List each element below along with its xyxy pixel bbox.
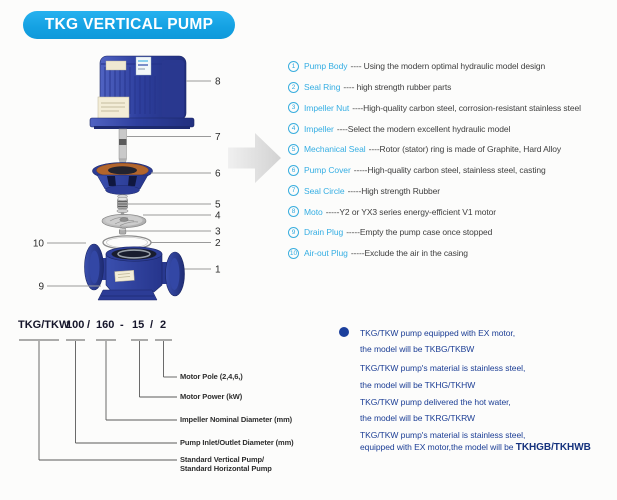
part-item-2 — [288, 77, 617, 98]
part-desc: -----Y2 or YX3 series energy-efficient V1 motor — [325, 206, 496, 217]
part-name: Drain Plug — [304, 227, 344, 238]
callout-6: 6 — [215, 168, 221, 180]
circled-number: 2 — [288, 82, 299, 93]
label-standard-horizontal: Standard Horizontal Pump — [180, 464, 272, 473]
impeller — [102, 214, 146, 230]
note-line — [360, 442, 591, 453]
part-desc: -----High strength Rubber — [347, 185, 441, 196]
part-desc: ----Rotor (stator) ring is made of Graphite, Hard Alloy — [368, 144, 562, 155]
pump-body — [85, 244, 185, 300]
note-line: the model will be TKBG/TKBW — [360, 344, 475, 354]
part-item-3 — [288, 98, 617, 119]
motor — [90, 56, 194, 129]
model-segment-inlet: 100 — [66, 319, 85, 331]
model-segment-series: TKG/TKW — [18, 319, 70, 331]
note-model-bold: TKHGB/TKHWB — [515, 442, 591, 453]
note-line: TKG/TKW pump's material is stainless steel, — [360, 363, 526, 373]
part-name: Moto — [304, 206, 323, 217]
note-line: TKG/TKW pump's material is stainless steel, — [360, 430, 526, 440]
callout-8: 8 — [215, 76, 221, 88]
model-separator: / — [150, 319, 154, 331]
callout-9: 9 — [38, 281, 44, 293]
impeller-nut — [119, 228, 126, 234]
exploded-pump-diagram — [0, 40, 300, 310]
circled-number: 6 — [288, 165, 299, 176]
callout-7: 7 — [215, 132, 221, 143]
label-motor-power: Motor Power (kW) — [180, 392, 243, 401]
part-item-5 — [288, 139, 617, 160]
part-name: Pump Cover — [304, 165, 351, 176]
callout-5: 5 — [215, 199, 221, 211]
part-item-4 — [288, 118, 617, 139]
note-text: equipped with EX motor,the model will be — [360, 442, 516, 452]
circled-number: 7 — [288, 185, 299, 196]
part-name: Seal Ring — [304, 82, 341, 93]
part-name: Air-out Plug — [304, 248, 348, 259]
circled-number: 9 — [288, 227, 299, 238]
part-desc: -----Exclude the air in the casing — [350, 248, 468, 259]
label-inlet-outlet: Pump Inlet/Outlet Diameter (mm) — [180, 438, 294, 447]
circled-number: 5 — [288, 144, 299, 155]
circled-number: 10 — [289, 249, 298, 257]
note-line: the model will be TKHG/TKHW — [360, 380, 476, 390]
part-desc: ----High-quality carbon steel, corrosion-resistant stainless steel — [352, 102, 581, 113]
note-line: TKG/TKW pump equipped with EX motor, — [360, 328, 516, 338]
pump-cover — [93, 163, 153, 195]
title-banner — [23, 11, 235, 39]
part-name: Mechanical Seal — [304, 144, 366, 155]
part-item-6 — [288, 160, 617, 181]
label-impeller-diameter: Impeller Nominal Diameter (mm) — [180, 415, 293, 424]
model-segment-pole: 2 — [160, 319, 167, 331]
parts-list — [288, 56, 617, 264]
callout-3: 3 — [215, 226, 221, 238]
callout-4: 4 — [215, 210, 221, 222]
page-title: TKG VERTICAL PUMP — [44, 16, 214, 33]
part-item-7 — [288, 181, 617, 202]
model-separator: / — [87, 319, 91, 331]
circled-number: 3 — [288, 102, 299, 113]
circled-number: 8 — [288, 206, 299, 217]
part-name: Impeller Nut — [304, 102, 350, 113]
bullet-icon — [339, 327, 349, 337]
circled-number: 4 — [288, 123, 299, 134]
circled-number: 1 — [288, 61, 299, 72]
note-line: the model will be TKRG/TKRW — [360, 413, 476, 423]
part-item-8 — [288, 201, 617, 222]
part-desc: ---- high strength rubber parts — [343, 82, 452, 93]
part-name: Pump Body — [304, 61, 348, 72]
label-standard-vertical: Standard Vertical Pump/ — [180, 455, 264, 464]
part-desc: -----High-quality carbon steel, stainless steel, casting — [353, 165, 546, 176]
motor-shaft — [119, 129, 127, 167]
note-line: TKG/TKW pump delivered the hot water, — [360, 397, 511, 407]
part-desc: ---- Using the modern optimal hydraulic model design — [350, 61, 546, 72]
model-segment-power: 15 — [132, 319, 145, 331]
label-motor-pole: Motor Pole (2,4,6,) — [180, 372, 243, 381]
part-name: Seal Circle — [304, 185, 345, 196]
model-segment-impeller: 160 — [96, 319, 115, 331]
part-desc: ----Select the modern excellent hydraulic model — [336, 123, 511, 134]
right-arrow-icon — [228, 133, 281, 183]
part-name: Impeller — [304, 123, 334, 134]
mechanical-seal — [117, 195, 128, 216]
part-desc: -----Empty the pump case once stopped — [346, 227, 493, 238]
callout-1: 1 — [215, 264, 221, 276]
part-item-9 — [288, 222, 617, 243]
callout-10: 10 — [32, 238, 44, 250]
model-separator: - — [120, 319, 124, 331]
callout-2: 2 — [215, 238, 221, 249]
part-item-10 — [288, 243, 617, 264]
part-item-1 — [288, 56, 617, 77]
